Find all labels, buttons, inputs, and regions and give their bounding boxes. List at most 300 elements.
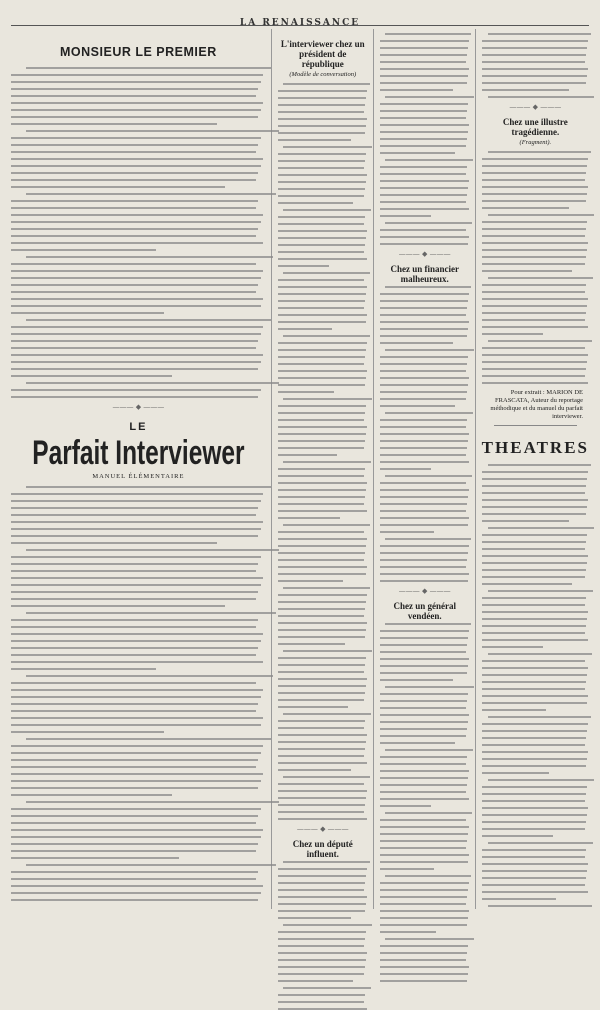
text-line <box>482 611 588 613</box>
text-line <box>380 784 467 786</box>
text-line <box>380 194 467 196</box>
text-line <box>482 709 546 711</box>
text-line <box>278 692 365 694</box>
text-line <box>482 625 586 627</box>
text-line <box>380 552 468 554</box>
text-line <box>380 791 466 793</box>
text-line <box>278 223 364 225</box>
text-line <box>11 102 263 104</box>
text-line <box>11 633 263 635</box>
text-line <box>482 291 585 293</box>
text-line <box>380 398 466 400</box>
text-line <box>278 370 367 372</box>
text-line <box>11 871 258 873</box>
text-line <box>11 654 256 656</box>
text-line <box>380 201 466 203</box>
text-line <box>11 312 164 314</box>
text-line <box>380 82 467 84</box>
text-line <box>482 200 586 202</box>
article-body-tragedienne <box>482 151 589 384</box>
text-line <box>278 629 366 631</box>
text-line <box>482 877 586 879</box>
text-line <box>482 744 585 746</box>
text-line <box>482 354 588 356</box>
text-line <box>380 503 467 505</box>
text-line <box>11 521 263 523</box>
text-line <box>11 81 261 83</box>
big-title-le: LE <box>129 421 148 433</box>
text-line <box>278 104 365 106</box>
text-line <box>278 384 365 386</box>
text-line <box>11 221 261 223</box>
text-line <box>283 335 369 337</box>
text-line <box>380 840 467 842</box>
text-line <box>11 123 217 125</box>
text-line <box>278 447 364 449</box>
text-line <box>11 514 256 516</box>
text-line <box>278 1001 364 1003</box>
text-line <box>482 800 585 802</box>
text-line <box>380 300 468 302</box>
text-line <box>482 555 588 557</box>
text-line <box>482 821 586 823</box>
text-line <box>11 808 261 810</box>
text-line <box>482 207 569 209</box>
text-line <box>26 382 278 384</box>
text-line <box>11 249 156 251</box>
text-line <box>278 419 364 421</box>
text-line <box>380 40 469 42</box>
text-line <box>278 510 367 512</box>
text-line <box>283 587 369 589</box>
text-line <box>380 924 467 926</box>
text-line <box>11 885 263 887</box>
text-line <box>278 482 367 484</box>
text-line <box>380 903 466 905</box>
text-line <box>11 493 263 495</box>
text-line <box>278 664 365 666</box>
text-line <box>278 643 345 645</box>
text-line <box>380 545 469 547</box>
text-line <box>278 657 366 659</box>
text-line <box>488 590 593 592</box>
article-subtitle-modele: (Modèle de conversation) <box>289 71 357 78</box>
text-line <box>11 850 256 852</box>
text-line <box>278 636 365 638</box>
text-line <box>11 724 261 726</box>
text-line <box>278 328 332 330</box>
text-line <box>11 647 258 649</box>
text-line <box>11 640 261 642</box>
text-line <box>482 688 585 690</box>
text-line <box>482 765 586 767</box>
text-line <box>380 145 466 147</box>
text-line <box>482 326 588 328</box>
article-title-monsieur-le-premier: MONSIEUR LE PREMIER <box>60 45 217 59</box>
text-line <box>11 689 263 691</box>
text-line <box>278 917 351 919</box>
text-line <box>11 375 172 377</box>
text-line <box>278 678 367 680</box>
text-line <box>11 682 256 684</box>
text-line <box>278 265 329 267</box>
text-line <box>482 856 585 858</box>
text-line <box>380 672 467 674</box>
text-line <box>482 333 543 335</box>
text-line <box>11 158 263 160</box>
text-line <box>283 398 372 400</box>
text-line <box>482 263 585 265</box>
text-line <box>482 485 586 487</box>
text-line <box>380 356 468 358</box>
text-line <box>482 319 585 321</box>
text-line <box>482 569 586 571</box>
text-line <box>482 471 588 473</box>
text-line <box>11 829 263 831</box>
text-line <box>283 209 371 211</box>
text-line <box>488 527 594 529</box>
text-line <box>380 952 467 954</box>
text-line <box>380 559 467 561</box>
text-line <box>11 277 261 279</box>
text-line <box>380 405 456 407</box>
text-line <box>278 671 364 673</box>
text-line <box>26 67 271 69</box>
text-line <box>380 440 468 442</box>
big-subtitle-manuel: MANUEL ÉLÉMENTAIRE <box>92 473 185 480</box>
text-line <box>380 75 468 77</box>
text-line <box>380 496 468 498</box>
text-line <box>278 489 366 491</box>
text-line <box>380 651 466 653</box>
text-line <box>11 165 261 167</box>
text-line <box>482 54 586 56</box>
article-signature: Pour extrait : MARION DE FRASCATA, Auteur du reportage méthodique et du manuel du parfait interviewer. <box>490 389 583 420</box>
article-title-tragedienne: Chez une illustre tragédienne. <box>502 117 568 137</box>
text-line <box>380 131 468 133</box>
text-line <box>278 594 367 596</box>
text-line <box>380 461 469 463</box>
text-line <box>482 186 588 188</box>
text-line <box>380 384 468 386</box>
text-line <box>278 307 364 309</box>
ornament-divider: ——— ◆ ——— <box>296 825 349 833</box>
text-line <box>482 256 586 258</box>
text-line <box>380 721 468 723</box>
text-line <box>278 952 367 954</box>
text-line <box>380 524 468 526</box>
text-line <box>278 966 365 968</box>
text-line <box>380 798 469 800</box>
text-line <box>278 111 364 113</box>
text-line <box>380 482 466 484</box>
text-line <box>26 486 271 488</box>
text-line <box>482 75 587 77</box>
text-line <box>278 910 365 912</box>
text-line <box>278 496 365 498</box>
text-line <box>482 158 588 160</box>
text-line <box>278 125 366 127</box>
text-line <box>380 756 467 758</box>
text-line <box>482 884 585 886</box>
text-line <box>380 124 469 126</box>
text-line <box>482 534 587 536</box>
text-line <box>283 461 371 463</box>
text-line <box>11 556 261 558</box>
text-line <box>380 215 431 217</box>
text-line <box>482 898 556 900</box>
text-line <box>11 703 258 705</box>
text-line <box>278 349 366 351</box>
text-line <box>11 500 261 502</box>
text-line <box>488 842 593 844</box>
text-line <box>380 531 434 533</box>
text-line <box>482 221 587 223</box>
text-line <box>380 966 469 968</box>
text-line <box>482 235 585 237</box>
text-line <box>482 583 572 585</box>
ornament-divider: ——— ◆ ——— <box>398 250 451 258</box>
article-title-financier: Chez un financier malheureux. <box>390 264 459 284</box>
text-line <box>11 787 258 789</box>
text-line <box>278 454 337 456</box>
ornament-divider: ——— ◆ ——— <box>398 587 451 595</box>
text-line <box>482 68 588 70</box>
text-line <box>488 779 594 781</box>
text-line <box>380 187 468 189</box>
text-line <box>278 90 367 92</box>
text-line <box>482 723 588 725</box>
text-line <box>11 263 256 265</box>
text-line <box>11 542 217 544</box>
text-line <box>11 137 261 139</box>
text-line <box>380 510 466 512</box>
text-line <box>278 762 367 764</box>
text-line <box>482 639 588 641</box>
text-line <box>278 818 367 820</box>
text-line <box>278 426 367 428</box>
text-line <box>380 707 466 709</box>
text-line <box>278 685 366 687</box>
column-1 <box>11 29 272 909</box>
text-line <box>11 780 261 782</box>
text-line <box>11 626 256 628</box>
text-line <box>482 478 587 480</box>
text-line <box>385 475 472 477</box>
text-line <box>278 797 366 799</box>
text-line <box>482 298 588 300</box>
text-line <box>11 347 256 349</box>
text-line <box>11 389 261 391</box>
text-line <box>482 807 588 809</box>
text-line <box>278 727 364 729</box>
text-line <box>380 700 467 702</box>
text-line <box>278 790 367 792</box>
text-line <box>380 468 431 470</box>
text-line <box>380 208 469 210</box>
text-line <box>278 559 364 561</box>
text-line <box>482 165 587 167</box>
text-line <box>380 138 467 140</box>
text-line <box>482 228 586 230</box>
text-line <box>11 305 261 307</box>
text-line <box>11 95 256 97</box>
ornament-divider: ——— ◆ ——— <box>112 403 165 411</box>
text-line <box>11 591 258 593</box>
text-line <box>26 801 278 803</box>
text-line <box>278 118 367 120</box>
text-line <box>278 97 366 99</box>
text-line <box>482 758 587 760</box>
article-body-continued <box>482 33 589 98</box>
text-line <box>278 321 366 323</box>
text-line <box>482 541 586 543</box>
text-line <box>482 47 587 49</box>
column-3 <box>380 29 476 909</box>
text-line <box>11 151 256 153</box>
text-line <box>482 312 586 314</box>
text-line <box>380 847 466 849</box>
text-line <box>380 889 468 891</box>
text-line <box>278 882 365 884</box>
text-line <box>278 959 366 961</box>
text-line <box>482 737 586 739</box>
text-line <box>380 735 466 737</box>
text-line <box>380 917 468 919</box>
text-line <box>482 604 585 606</box>
text-line <box>380 236 469 238</box>
text-line <box>11 200 258 202</box>
text-line <box>380 180 469 182</box>
text-line <box>488 33 591 35</box>
text-line <box>278 237 366 239</box>
text-line <box>11 507 258 509</box>
text-line <box>380 896 467 898</box>
text-line <box>278 244 365 246</box>
text-line <box>482 249 587 251</box>
text-line <box>482 548 585 550</box>
article-body-continued <box>380 33 470 245</box>
text-line <box>482 870 587 872</box>
text-line <box>278 216 365 218</box>
text-line <box>482 513 586 515</box>
text-line <box>278 903 366 905</box>
text-line <box>278 405 366 407</box>
text-line <box>11 570 256 572</box>
text-line <box>488 653 592 655</box>
ornament-divider: ——— ◆ ——— <box>509 103 562 111</box>
text-line <box>11 577 263 579</box>
text-line <box>278 741 366 743</box>
text-line <box>385 875 471 877</box>
text-line <box>482 618 587 620</box>
text-line <box>278 608 365 610</box>
text-line <box>482 270 572 272</box>
text-line <box>11 74 263 76</box>
text-line <box>482 305 587 307</box>
text-line <box>278 748 365 750</box>
text-line <box>11 207 256 209</box>
text-line <box>278 475 364 477</box>
text-line <box>385 222 472 224</box>
text-line <box>380 335 467 337</box>
text-line <box>482 361 587 363</box>
text-line <box>278 258 367 260</box>
text-line <box>278 811 364 813</box>
text-line <box>11 892 261 894</box>
text-line <box>380 103 468 105</box>
text-line <box>278 181 366 183</box>
text-line <box>278 342 367 344</box>
text-line <box>11 745 263 747</box>
columns <box>11 29 589 909</box>
text-line <box>11 899 258 901</box>
text-line <box>11 214 263 216</box>
text-line <box>380 391 467 393</box>
text-line <box>11 88 258 90</box>
text-line <box>278 973 364 975</box>
text-line <box>11 836 261 838</box>
text-line <box>26 549 278 551</box>
text-line <box>283 776 370 778</box>
masthead-title: LA RENAISSANCE <box>239 18 361 28</box>
text-line <box>482 172 586 174</box>
text-line <box>380 959 466 961</box>
text-line <box>278 377 366 379</box>
text-line <box>380 805 431 807</box>
text-line <box>488 151 591 153</box>
text-line <box>380 321 469 323</box>
text-line <box>11 598 256 600</box>
article-subtitle-fragment: (Fragment). <box>519 139 552 146</box>
text-line <box>11 535 258 537</box>
text-line <box>278 931 366 933</box>
text-line <box>380 293 469 295</box>
text-line <box>11 186 225 188</box>
text-line <box>482 382 588 384</box>
text-line <box>482 347 585 349</box>
text-line <box>380 945 468 947</box>
text-line <box>11 822 256 824</box>
text-line <box>11 794 172 796</box>
text-line <box>278 139 351 141</box>
text-line <box>278 279 364 281</box>
text-line <box>380 861 468 863</box>
text-line <box>278 293 366 295</box>
text-line <box>380 68 469 70</box>
text-line <box>380 173 466 175</box>
text-line <box>11 731 164 733</box>
text-line <box>385 33 471 35</box>
text-line <box>26 193 276 195</box>
column-2 <box>278 29 374 909</box>
text-line <box>380 742 456 744</box>
text-line <box>482 492 585 494</box>
text-line <box>11 668 156 670</box>
text-line <box>11 270 263 272</box>
text-line <box>385 812 472 814</box>
text-line <box>482 814 587 816</box>
text-line <box>278 889 364 891</box>
text-line <box>380 47 468 49</box>
text-line <box>278 706 348 708</box>
text-line <box>380 833 468 835</box>
text-line <box>482 82 586 84</box>
text-line <box>380 110 467 112</box>
text-line <box>380 819 466 821</box>
text-line <box>380 117 466 119</box>
text-line <box>278 517 340 519</box>
